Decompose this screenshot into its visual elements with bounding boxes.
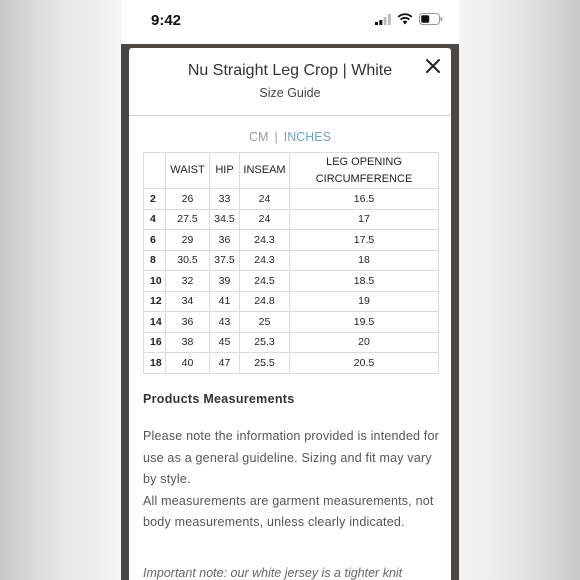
important-note: Important note: our white jersey is a tighter knit [143,566,403,580]
cell-size: 12 [144,291,166,312]
modal-subtitle: Size Guide [259,86,321,100]
cell-size: 2 [144,189,166,210]
size-table [143,152,439,374]
header-hip: HIP [210,153,240,189]
close-icon [423,56,443,76]
close-button[interactable] [423,56,443,76]
cell-leg-opening: 20 [290,332,439,353]
cell-leg-opening: 16.5 [290,189,439,210]
modal-header [129,48,451,116]
header-leg-line2: CIRCUMFERENCE [315,172,413,185]
cell-leg-opening: 17.5 [290,230,439,251]
cell-hip: 36 [210,230,240,251]
cell-inseam: 25.3 [240,332,290,353]
cell-waist: 26 [166,189,210,210]
cell-leg-opening: 17 [290,209,439,230]
notes-paragraph-2: All measurements are garment measurements, not body measurements, unless clearly indicated. [143,493,434,529]
table-row [144,291,439,312]
cell-inseam: 25 [240,312,290,333]
table-row [144,332,439,353]
cell-hip: 47 [210,353,240,374]
cell-size: 4 [144,209,166,230]
cell-hip: 45 [210,332,240,353]
wifi-icon [397,13,413,25]
status-bar [121,0,459,44]
cell-size: 14 [144,312,166,333]
cell-waist: 36 [166,312,210,333]
table-row [144,353,439,374]
header-inseam: INSEAM [240,153,290,189]
cell-waist: 34 [166,291,210,312]
header-leg-line1: LEG OPENING [326,155,402,168]
cell-inseam: 24.5 [240,271,290,292]
status-icons [375,13,443,25]
cell-size: 8 [144,250,166,271]
cell-inseam: 24.8 [240,291,290,312]
table-row [144,312,439,333]
modal-title: Nu Straight Leg Crop | White [187,62,393,79]
unit-separator: | [274,130,278,144]
cell-hip: 37.5 [210,250,240,271]
unit-cm-button[interactable]: CM [249,130,269,144]
cell-size: 10 [144,271,166,292]
cell-inseam: 24.3 [240,230,290,251]
cell-waist: 40 [166,353,210,374]
unit-toggle [129,130,451,144]
cell-leg-opening: 19.5 [290,312,439,333]
cell-size: 16 [144,332,166,353]
cell-inseam: 24.3 [240,250,290,271]
phone-screen [121,0,459,580]
cell-waist: 29 [166,230,210,251]
status-time: 9:42 [151,12,182,29]
header-waist: WAIST [166,153,210,189]
cell-hip: 39 [210,271,240,292]
table-row [144,250,439,271]
signal-icon [375,14,391,25]
cell-waist: 27.5 [166,209,210,230]
cell-hip: 33 [210,189,240,210]
cell-waist: 38 [166,332,210,353]
size-guide-modal [129,48,451,580]
cell-hip: 41 [210,291,240,312]
header-size [144,153,166,189]
battery-icon [419,13,443,25]
cell-inseam: 24 [240,209,290,230]
table-header-row [144,153,439,189]
cell-hip: 34.5 [210,209,240,230]
table-row [144,230,439,251]
measurements-notes [143,426,443,534]
cell-inseam: 25.5 [240,353,290,374]
table-row [144,271,439,292]
cell-waist: 32 [166,271,210,292]
cell-leg-opening: 19 [290,291,439,312]
cell-size: 18 [144,353,166,374]
header-leg-opening [290,153,439,189]
cell-leg-opening: 20.5 [290,353,439,374]
cell-size: 6 [144,230,166,251]
table-row [144,209,439,230]
cell-hip: 43 [210,312,240,333]
unit-inches-button[interactable]: INCHES [283,130,331,144]
table-row [144,189,439,210]
cell-waist: 30.5 [166,250,210,271]
cell-inseam: 24 [240,189,290,210]
cell-leg-opening: 18.5 [290,271,439,292]
notes-paragraph-1: Please note the information provided is intended for use as a general guideline. Sizing and fit may vary by style. [143,429,439,486]
cell-leg-opening: 18 [290,250,439,271]
measurements-heading: Products Measurements [143,392,295,406]
